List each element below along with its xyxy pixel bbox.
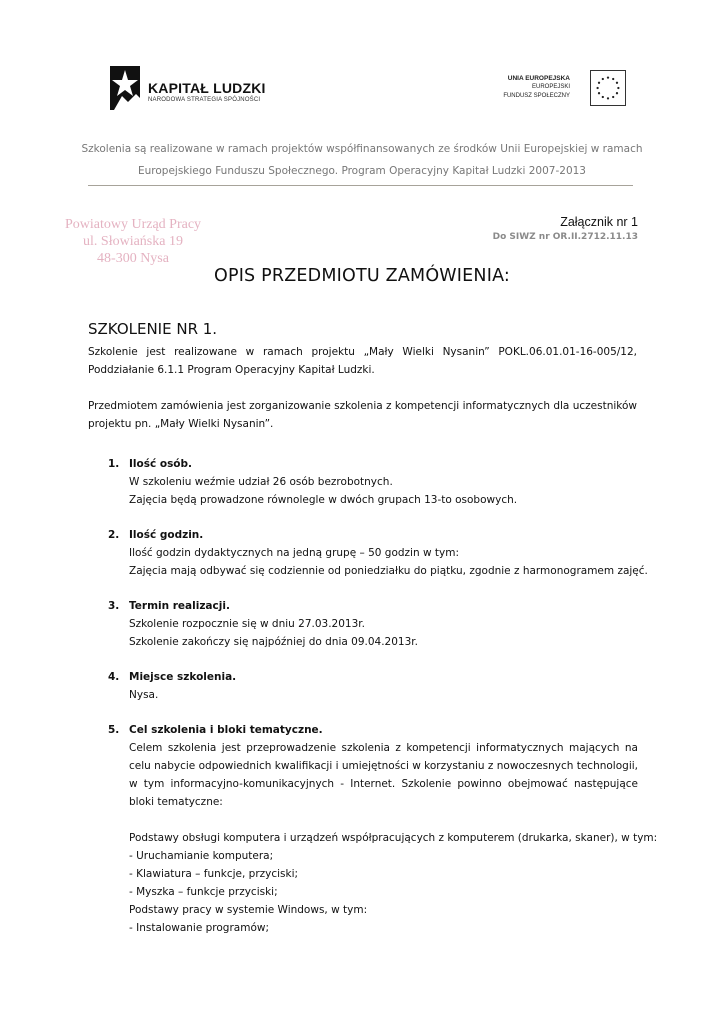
section-title: SZKOLENIE NR 1. (88, 320, 218, 338)
kapital-ludzki-subtitle: NARODOWA STRATEGIA SPÓJNOŚCI (148, 97, 261, 103)
office-stamp (62, 216, 204, 267)
list-item-line: Nysa. (129, 689, 159, 701)
eu-logo (498, 70, 626, 108)
list-item-spacer (129, 811, 638, 829)
eu-logo-line3: FUNDUSZ SPOŁECZNY (503, 93, 570, 99)
kapital-ludzki-logo (110, 66, 270, 110)
list-item-line: Ilość godzin dydaktycznych na jedną grupę – 50 godzin w tym: (129, 547, 459, 559)
kapital-ludzki-star-icon (110, 66, 140, 110)
list-item-line: Podstawy obsługi komputera i urządzeń współpracujących z komputerem (drukarka, skaner), w tym: (129, 832, 658, 844)
list-item-line: - Klawiatura – funkcje, przyciski; (129, 868, 299, 880)
list-item-line: W szkoleniu weźmie udział 26 osób bezrobotnych. (129, 476, 393, 488)
kapital-ludzki-title: KAPITAŁ LUDZKI (148, 80, 266, 96)
header-note-line2: Europejskiego Funduszu Społecznego. Program Operacyjny Kapitał Ludzki 2007-2013 (138, 165, 586, 177)
list-item-line: Zajęcia będą prowadzone równolegle w dwóch grupach 13-to osobowych. (129, 494, 518, 506)
list-item-number: 1. (108, 458, 120, 470)
eu-stars-flag-icon (590, 70, 626, 106)
list-item-heading: Cel szkolenia i bloki tematyczne. (129, 724, 323, 736)
list-item-line: Szkolenie rozpocznie się w dniu 27.03.2013r. (129, 618, 365, 630)
list-item-body (129, 597, 638, 651)
list-item-body (129, 455, 638, 509)
section-paragraph-1: Szkolenie jest realizowane w ramach projektu „Mały Wielki Nysanin” POKL.06.01.01-16-005/12, Poddziałanie 6.1.1 Program Operacyjny Kapitał Ludzki. (88, 346, 637, 376)
header-note-line1: Szkolenia są realizowane w ramach projektów współfinansowanych ze środków Unii Europejskiej w ramach (81, 143, 643, 155)
list-item-body (129, 526, 648, 580)
document-title: OPIS PRZEDMIOTU ZAMÓWIENIA: (213, 266, 511, 286)
list-item-heading: Ilość osób. (129, 458, 193, 470)
section-paragraph-2: Przedmiotem zamówienia jest zorganizowanie szkolenia z kompetencji informatycznych dla uczestników projektu pn. „Mały Wielki Nysanin”. (88, 400, 637, 430)
list-item-heading: Miejsce szkolenia. (129, 671, 237, 683)
stamp-line3: 48-300 Nysa (97, 251, 169, 266)
list-item-line: - Uruchamianie komputera; (129, 850, 274, 862)
eu-logo-line1: UNIA EUROPEJSKA (507, 75, 570, 82)
list-item-heading: Termin realizacji. (129, 600, 230, 612)
header-divider (88, 185, 633, 186)
list-item-line: - Instalowanie programów; (129, 922, 270, 934)
list-item-line: Zajęcia mają odbywać się codziennie od poniedziałku do piątku, zgodnie z harmonogramem zajęć. (129, 565, 648, 577)
list-item-heading: Ilość godzin. (129, 529, 204, 541)
list-item-line: Podstawy pracy w systemie Windows, w tym: (129, 904, 368, 916)
stamp-line2: ul. Słowiańska 19 (83, 234, 183, 249)
annex-title: Załącznik nr 1 (560, 215, 638, 229)
eu-logo-line2: EUROPEJSKI (531, 84, 570, 90)
stamp-line1: Powiatowy Urząd Pracy (64, 217, 202, 232)
list-item-body (129, 668, 638, 704)
annex-reference: Do SIWZ nr OR.II.2712.11.13 (492, 232, 638, 242)
list-item-body (129, 721, 658, 937)
list-item-number: 3. (108, 600, 120, 612)
list-item-number: 2. (108, 529, 120, 541)
eu-logo-text (503, 74, 570, 101)
list-item-line: Szkolenie zakończy się najpóźniej do dnia 09.04.2013r. (129, 636, 418, 648)
list-item-intro: Celem szkolenia jest przeprowadzenie szkolenia z kompetencji informatycznych mających na celu nabycie odpowiednich kwalifikacji i umiejętności w korzystaniu z nowoczesnych technologii, w tym informacyjno-komunikacyjnych - Internet. Szkolenie powinno obejmować następujące bloki tematyczne: (129, 742, 638, 808)
list-item-number: 4. (108, 671, 120, 683)
list-item-number: 5. (108, 724, 120, 736)
list-item-line: - Myszka – funkcje przyciski; (129, 886, 278, 898)
header-cofinancing-note (70, 138, 654, 182)
